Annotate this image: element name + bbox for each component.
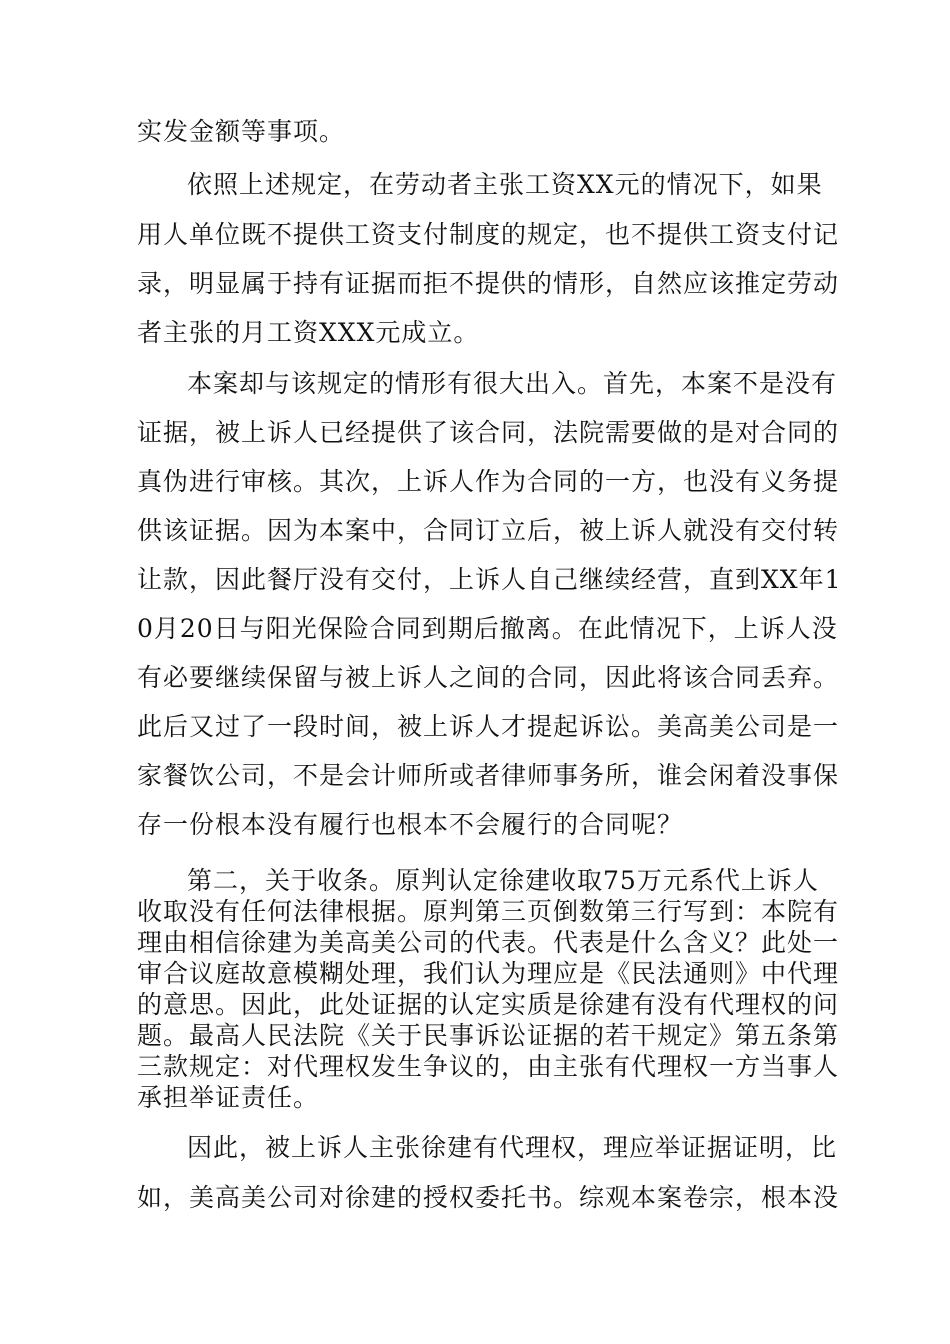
paragraph-2-line-3: 录，明显属于持有证据而拒不提供的情形，自然应该推定劳动 — [137, 269, 840, 298]
paragraph-4-line-4: 审合议庭故意模糊处理，我们认为理应是《民法通则》中代理 — [137, 959, 840, 988]
paragraph-5-line-1: 因此，被上诉人主张徐建有代理权，理应举证据证明，比 — [187, 1133, 838, 1162]
paragraph-3-line-3: 真伪进行审核。其次，上诉人作为合同的一方，也没有义务提 — [137, 467, 840, 496]
paragraph-3-line-2: 证据，被上诉人已经提供了该合同，法院需要做的是对合同的 — [137, 418, 840, 447]
paragraph-2-line-1: 依照上述规定，在劳动者主张工资XX元的情况下，如果 — [187, 170, 823, 199]
paragraph-2-line-4: 者主张的月工资XXX元成立。 — [137, 318, 480, 347]
paragraph-4-line-7: 三款规定：对代理权发生争议的，由主张有代理权一方当事人 — [137, 1052, 840, 1081]
paragraph-2-line-2: 用人单位既不提供工资支付制度的规定，也不提供工资支付记 — [137, 220, 840, 249]
paragraph-3-line-9: 家餐饮公司，不是会计师所或者律师事务所，谁会闲着没事保 — [137, 761, 840, 790]
paragraph-4-line-5: 的意思。因此，此处证据的认定实质是徐建有没有代理权的问 — [137, 990, 840, 1019]
paragraph-3-line-7: 有必要继续保留与被上诉人之间的合同，因此将该合同丢弃。 — [137, 663, 840, 692]
paragraph-4-line-6: 题。最高人民法院《关于民事诉讼证据的若干规定》第五条第 — [137, 1021, 840, 1050]
paragraph-3-line-6: 0月20日与阳光保险合同到期后撤离。在此情况下，上诉人没 — [137, 614, 838, 643]
paragraph-5-line-2: 如，美高美公司对徐建的授权委托书。综观本案卷宗，根本没 — [137, 1183, 840, 1212]
paragraph-3-line-1: 本案却与该规定的情形有很大出入。首先，本案不是没有 — [187, 369, 838, 398]
paragraph-4-line-1: 第二，关于收条。原判认定徐建收取75万元系代上诉人 — [187, 866, 819, 895]
paragraph-4-line-3: 理由相信徐建为美高美公司的代表。代表是什么含义？此处一 — [137, 928, 840, 957]
paragraph-4-line-2: 收取没有任何法律根据。原判第三页倒数第三行写到：本院有 — [137, 897, 840, 926]
paragraph-1-line-1: 实发金额等事项。 — [137, 117, 346, 146]
paragraph-4-line-8: 承担举证责任。 — [137, 1083, 320, 1112]
paragraph-3-line-5: 让款，因此餐厅没有交付，上诉人自己继续经营，直到XX年1 — [137, 565, 842, 594]
paragraph-3-line-8: 此后又过了一段时间，被上诉人才提起诉讼。美高美公司是一 — [137, 712, 840, 741]
paragraph-3-line-4: 供该证据。因为本案中，合同订立后，被上诉人就没有交付转 — [137, 516, 840, 545]
paragraph-3-line-10: 存一份根本没有履行也根本不会履行的合同呢？ — [137, 810, 684, 839]
